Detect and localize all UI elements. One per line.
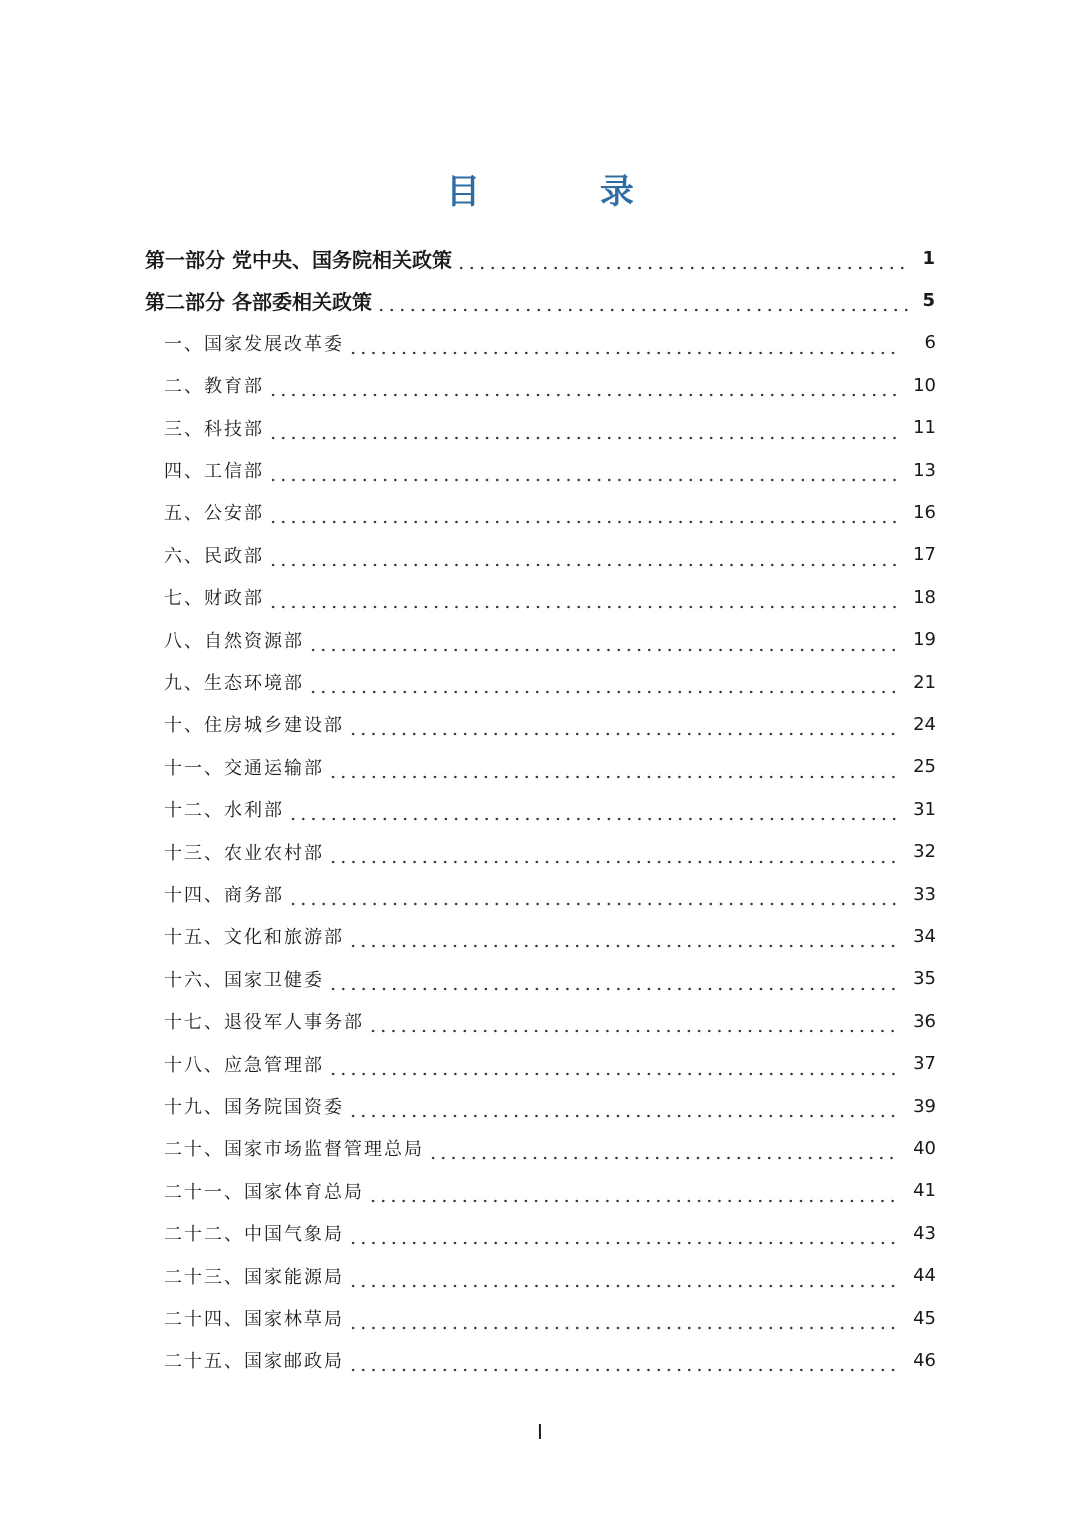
- toc-entry-label: 十七、退役军人事务部: [164, 1012, 364, 1034]
- toc-section-entry[interactable]: [164, 1000, 936, 1042]
- toc-section-entry[interactable]: [164, 407, 936, 449]
- footer-page-number: I: [537, 1420, 543, 1444]
- toc-section-entry[interactable]: [164, 1085, 936, 1127]
- toc-entry-label: 二十二、中国气象局: [164, 1224, 344, 1246]
- toc-entry-label: 二十四、国家林草局: [164, 1309, 344, 1330]
- toc-section-entry[interactable]: [164, 534, 936, 576]
- toc-section-entry[interactable]: [164, 1212, 936, 1254]
- dot-leader: [376, 293, 911, 315]
- toc-section-entry[interactable]: [164, 364, 936, 406]
- toc-entry-label: 二十一、国家体育总局: [164, 1181, 364, 1203]
- toc-entry-label: 十四、商务部: [164, 885, 284, 906]
- toc-section-entry[interactable]: [164, 661, 936, 703]
- toc-section-entry[interactable]: [164, 491, 936, 533]
- toc-entry-page-number: 45: [913, 1307, 936, 1329]
- toc-entry-label: 第二部分 各部委相关政策: [145, 289, 372, 314]
- toc-entry-label: 十、住房城乡建设部: [164, 715, 344, 737]
- toc-entry-page-number: 46: [913, 1349, 936, 1371]
- dot-leader: [348, 717, 897, 739]
- dot-leader: [268, 421, 897, 443]
- toc-entry-page-number: 31: [913, 798, 936, 820]
- toc-entry-page-number: 21: [913, 671, 936, 693]
- toc-entry-label: 二十、国家市场监督管理总局: [164, 1139, 424, 1161]
- dot-leader: [308, 633, 897, 655]
- toc-section-entry[interactable]: [164, 1170, 936, 1212]
- toc-entry-page-number: 1: [922, 247, 935, 269]
- toc-section-entry[interactable]: [164, 449, 936, 491]
- toc-entry-label: 四、工信部: [164, 461, 264, 482]
- toc-entry-label: 十二、水利部: [164, 800, 284, 822]
- toc-entry-page-number: 19: [913, 629, 936, 651]
- dot-leader: [456, 251, 911, 273]
- dot-leader: [428, 1141, 897, 1163]
- toc-entry-page-number: 10: [913, 374, 936, 396]
- toc-entry-page-number: 44: [913, 1265, 936, 1287]
- toc-entry-page-number: 25: [913, 756, 936, 778]
- toc-entry-page-number: 35: [913, 968, 936, 990]
- dot-leader: [308, 675, 897, 697]
- toc-section-entry[interactable]: [164, 746, 936, 788]
- dot-leader: [268, 505, 897, 527]
- dot-leader: [328, 972, 897, 994]
- dot-leader: [348, 1269, 897, 1291]
- toc-entry-page-number: 5: [922, 289, 935, 311]
- toc-entry-label: 十五、文化和旅游部: [164, 927, 344, 949]
- toc-entry-label: 一、国家发展改革委: [164, 333, 344, 355]
- dot-leader: [288, 887, 897, 909]
- toc-entry-label: 十六、国家卫健委: [164, 969, 324, 991]
- toc-part-entry[interactable]: [145, 279, 935, 321]
- toc-entry-page-number: 40: [913, 1137, 936, 1159]
- toc-entry-page-number: 17: [913, 544, 936, 566]
- toc-entry-label: 九、生态环境部: [164, 673, 304, 694]
- toc-entry-label: 十三、农业农村部: [164, 842, 324, 864]
- toc-entry-page-number: 34: [913, 925, 936, 947]
- toc-entry-label: 七、财政部: [164, 588, 264, 610]
- dot-leader: [328, 1057, 897, 1079]
- toc-entry-page-number: 32: [913, 841, 936, 863]
- dot-leader: [348, 336, 898, 358]
- toc-entry-page-number: 43: [913, 1222, 936, 1244]
- toc-entry-label: 六、民政部: [164, 545, 264, 567]
- toc-entry-page-number: 37: [913, 1053, 936, 1075]
- toc-entry-label: 二十三、国家能源局: [164, 1266, 344, 1288]
- toc-entry-label: 三、科技部: [164, 418, 264, 440]
- dot-leader: [348, 1353, 897, 1375]
- dot-leader: [328, 845, 897, 867]
- toc-entry-label: 二十五、国家邮政局: [164, 1351, 344, 1373]
- toc-section-entry[interactable]: [164, 831, 936, 873]
- dot-leader: [348, 1226, 897, 1248]
- toc-entry-page-number: 16: [913, 501, 936, 523]
- toc-entry-page-number: 36: [913, 1010, 936, 1032]
- dot-leader: [268, 590, 897, 612]
- toc-section-entry[interactable]: [164, 322, 936, 364]
- toc-section-entry[interactable]: [164, 1339, 936, 1381]
- toc-entry-page-number: 13: [913, 459, 936, 481]
- dot-leader: [328, 760, 897, 782]
- toc-section-entry[interactable]: [164, 958, 936, 1000]
- toc-section-entry[interactable]: [164, 915, 936, 957]
- dot-leader: [348, 1311, 897, 1333]
- toc-entry-label: 十一、交通运输部: [164, 757, 324, 779]
- toc-entry-page-number: 33: [913, 883, 936, 905]
- dot-leader: [268, 378, 897, 400]
- toc-entry-label: 八、自然资源部: [164, 630, 304, 652]
- dot-leader: [268, 548, 897, 570]
- toc-part-entry[interactable]: [145, 237, 935, 279]
- dot-leader: [348, 1099, 897, 1121]
- toc-section-entry[interactable]: [164, 1255, 936, 1297]
- toc-entry-page-number: 6: [924, 332, 936, 354]
- toc-section-entry[interactable]: [164, 703, 936, 745]
- dot-leader: [368, 1014, 897, 1036]
- dot-leader: [268, 463, 897, 485]
- toc-entry-page-number: 11: [913, 417, 936, 439]
- toc-entry-page-number: 18: [913, 586, 936, 608]
- toc-section-entry[interactable]: [164, 619, 936, 661]
- toc-entry-label: 第一部分 党中央、国务院相关政策: [145, 247, 452, 272]
- toc-section-entry[interactable]: [164, 1127, 936, 1169]
- dot-leader: [288, 802, 897, 824]
- toc-entry-label: 十九、国务院国资委: [164, 1097, 344, 1118]
- page-title: 目 录: [446, 172, 688, 212]
- toc-entry-label: 五、公安部: [164, 503, 264, 525]
- toc-section-entry[interactable]: [164, 873, 936, 915]
- toc-entry-label: 十八、应急管理部: [164, 1054, 324, 1076]
- dot-leader: [348, 929, 897, 951]
- toc-section-entry[interactable]: [164, 1043, 936, 1085]
- toc-entry-label: 二、教育部: [164, 376, 264, 398]
- toc-entry-page-number: 24: [913, 713, 936, 735]
- toc-section-entry[interactable]: [164, 788, 936, 830]
- toc-entry-page-number: 41: [913, 1180, 936, 1202]
- toc-entry-page-number: 39: [913, 1095, 936, 1117]
- toc-section-entry[interactable]: [164, 1297, 936, 1339]
- dot-leader: [368, 1184, 897, 1206]
- toc-section-entry[interactable]: [164, 576, 936, 618]
